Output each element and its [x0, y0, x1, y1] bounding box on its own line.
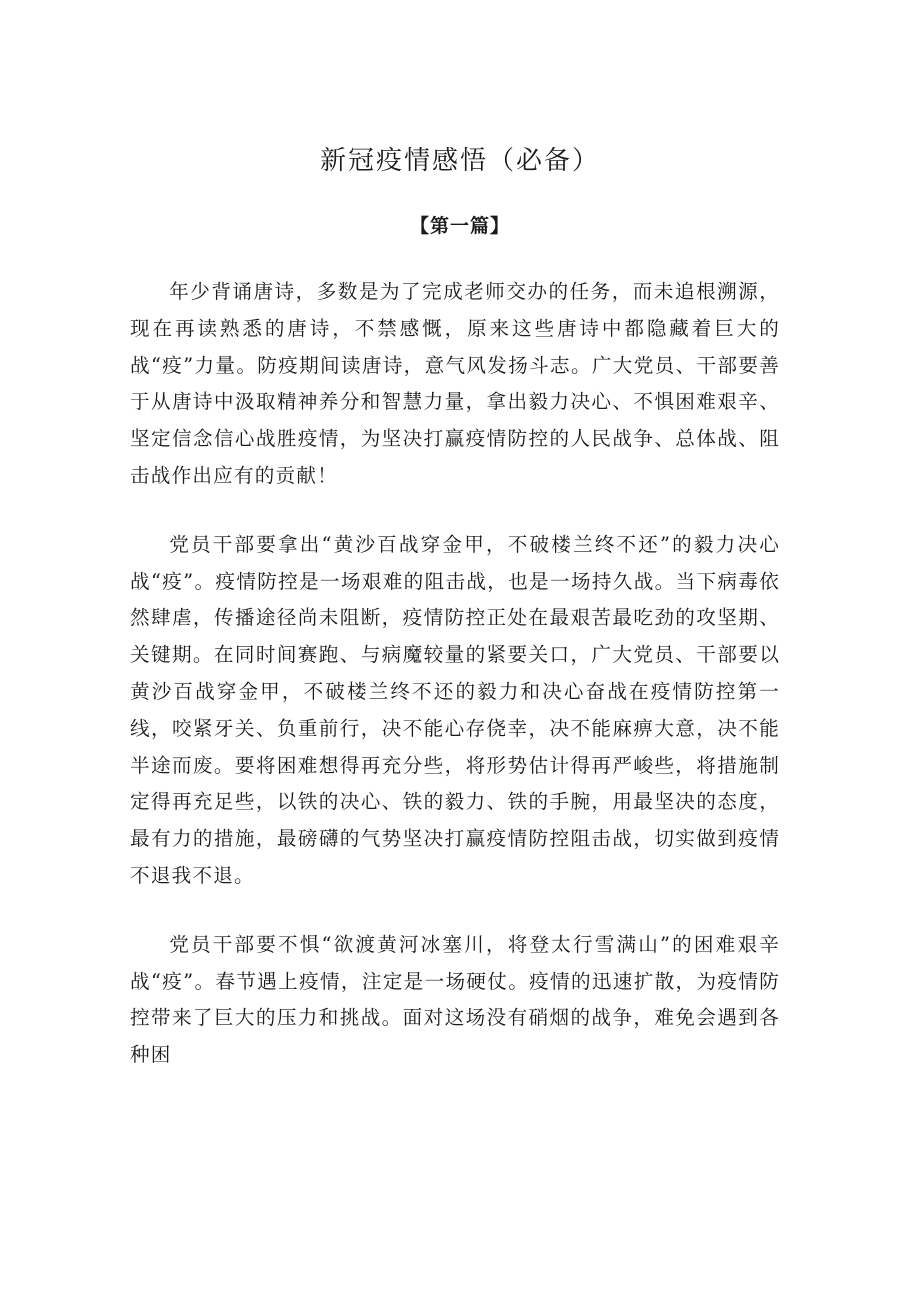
section-heading: 【第一篇】 [409, 215, 510, 237]
paragraph-3: 党员干部要不惧“欲渡黄河冰塞川，将登太行雪满山”的困难艰辛战“疫”。春节遇上疫情，注定是一场硬仗。疫情的迅速扩散，为疫情防控带来了巨大的压力和挑战。面对这场没有硝烟的战争，难免会遇到各种困 [130, 932, 780, 1067]
document-body [130, 274, 780, 1106]
paragraph-2: 党员干部要拿出“黄沙百战穿金甲，不破楼兰终不还”的毅力决心战“疫”。疫情防控是一场艰难的阻击战，也是一场持久战。当下病毒依然肆虐，传播途径尚未阻断，疫情防控正处在最艰苦最吃劲的攻坚期、关键期。在同时间赛跑、与病魔较量的紧要关口，广大党员、干部要以黄沙百战穿金甲，不破楼兰终不还的毅力和决心奋战在疫情防控第一线，咬紧牙关、负重前行，决不能心存侥幸，决不能麻痹大意，决不能半途而废。要将困难想得再充分些，将形势估计得再严峻些，将措施制定得再充足些，以铁的决心、铁的毅力、铁的手腕，用最坚决的态度，最有力的措施，最磅礴的气势坚决打赢疫情防控阻击战，切实做到疫情不退我不退。 [130, 532, 780, 887]
document-title: 新冠疫情感悟（必备） [319, 146, 600, 176]
paragraph-1: 年少背诵唐诗，多数是为了完成老师交办的任务，而未追根溯源，现在再读熟悉的唐诗，不禁感慨，原来这些唐诗中都隐藏着巨大的战“疫”力量。防疫期间读唐诗，意气风发扬斗志。广大党员、干部要善于从唐诗中汲取精神养分和智慧力量，拿出毅力决心、不惧困难艰辛、坚定信念信心战胜疫情，为坚决打赢疫情防控的人民战争、总体战、阻击战作出应有的贡献！ [130, 280, 780, 487]
